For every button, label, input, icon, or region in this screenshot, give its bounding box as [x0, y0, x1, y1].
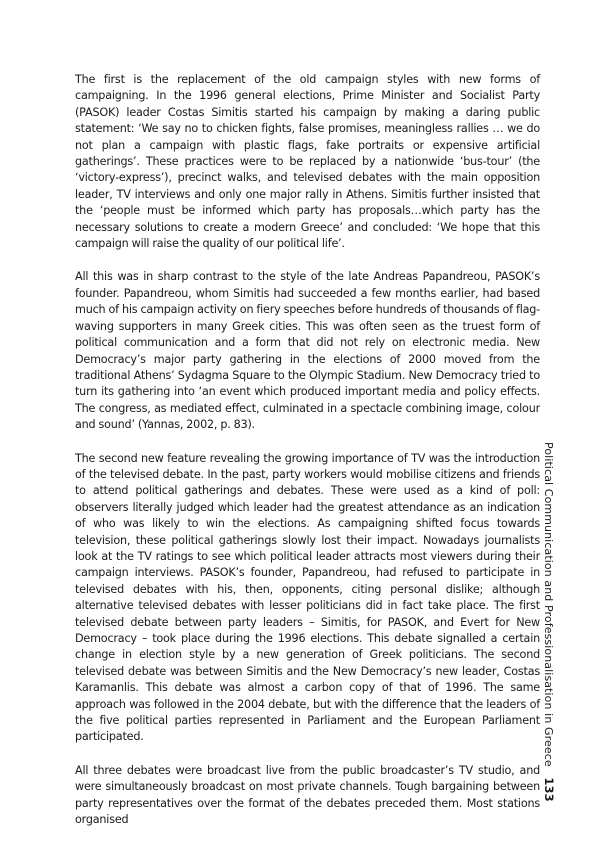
paragraph-campaign-styles: The first is the replacement of the old campaign styles with new forms of campaigning. In the 1996 general elections, Prime Minister and Socialist Party (PASOK) leader Costas Simitis started his campaign by making a daring public statement: ‘We say no to chicken fights, false promises, meaningless rallies … we do not plan a campaign with plastic flags, fake portraits or expensive artificial gatherings’. These practices were to be replaced by a nationwide ‘bus-tour’ (the ‘victory-express’), precinct walks, and televised debates with the main opposition leader, TV interviews and only one major rally in Athens. Simitis further insisted that the ‘people must be informed which party has proposals…which party has the necessary solutions to create a modern Greece’ and concluded: ‘We hope that this campaign will raise the quality of our political life’. [75, 73, 540, 251]
paragraph-televised-debate: The second new feature revealing the growing importance of TV was the introduction of the televised debate. In the past, party workers would mobilise citizens and friends to attend political gatherings and debates. These were used as a kind of poll: observers literally judged which leader had the greatest attendance as an indication of who was likely to win the elections. As campaigning shifted focus towards television, these political gatherings slowly lost their impact. Nowadays journalists look at the TV ratings to see which political leader attracts most viewers during their campaign interviews. PASOK’s founder, Papandreou, had refused to participate in televised debates with his, then, opponents, citing personal dislike; although alternative televised debates with lesser politicians did in fact take place. The first televised debate between party leaders – Simitis, for PASOK, and Evert for New Democracy – took place during the 1996 elections. This debate signalled a certain change in election style by a new generation of Greek politicians. The second televised debate was between Simitis and the New Democracy’s new leader, Costas Karamanlis. This debate was almost a carbon copy of that of 1996. The same approach was followed in the 2004 debate, but with the difference that the leaders of the five political parties represented in Parliament and the European Parliament participated. [75, 451, 540, 744]
running-head-title: Political Communication and Professionalisation in Greece [542, 442, 555, 767]
paragraph-broadcast: All three debates were broadcast live from the public broadcaster’s TV studio, and were simultaneously broadcast on most private channels. Tough bargaining between party representatives over the format of the debates preceded them. Most stations organised [75, 763, 540, 827]
running-head [542, 442, 556, 802]
body-text [75, 72, 540, 845]
paragraph-papandreou-contrast: All this was in sharp contrast to the style of the late Andreas Papandreou, PASOK’s founder. Papandreou, whom Simitis had succeeded a few months earlier, had based much of his campaign activity on fiery speeches before hundreds of thousands of flag-waving supporters in many Greek cities. This was often seen as the truest form of political communication and a form that did not rely on electronic media. New Democracy’s major party gathering in the elections of 2000 moved from the traditional Athens’ Sydagma Square to the Olympic Stadium. New Democracy tried to turn its gathering into ‘an event which produced important media and policy effects. The congress, as mediated effect, culminated in a spectacle combining image, colour and sound’ (Yannas, 2002, p. 83). [75, 270, 540, 432]
page-number: 133 [542, 777, 556, 802]
